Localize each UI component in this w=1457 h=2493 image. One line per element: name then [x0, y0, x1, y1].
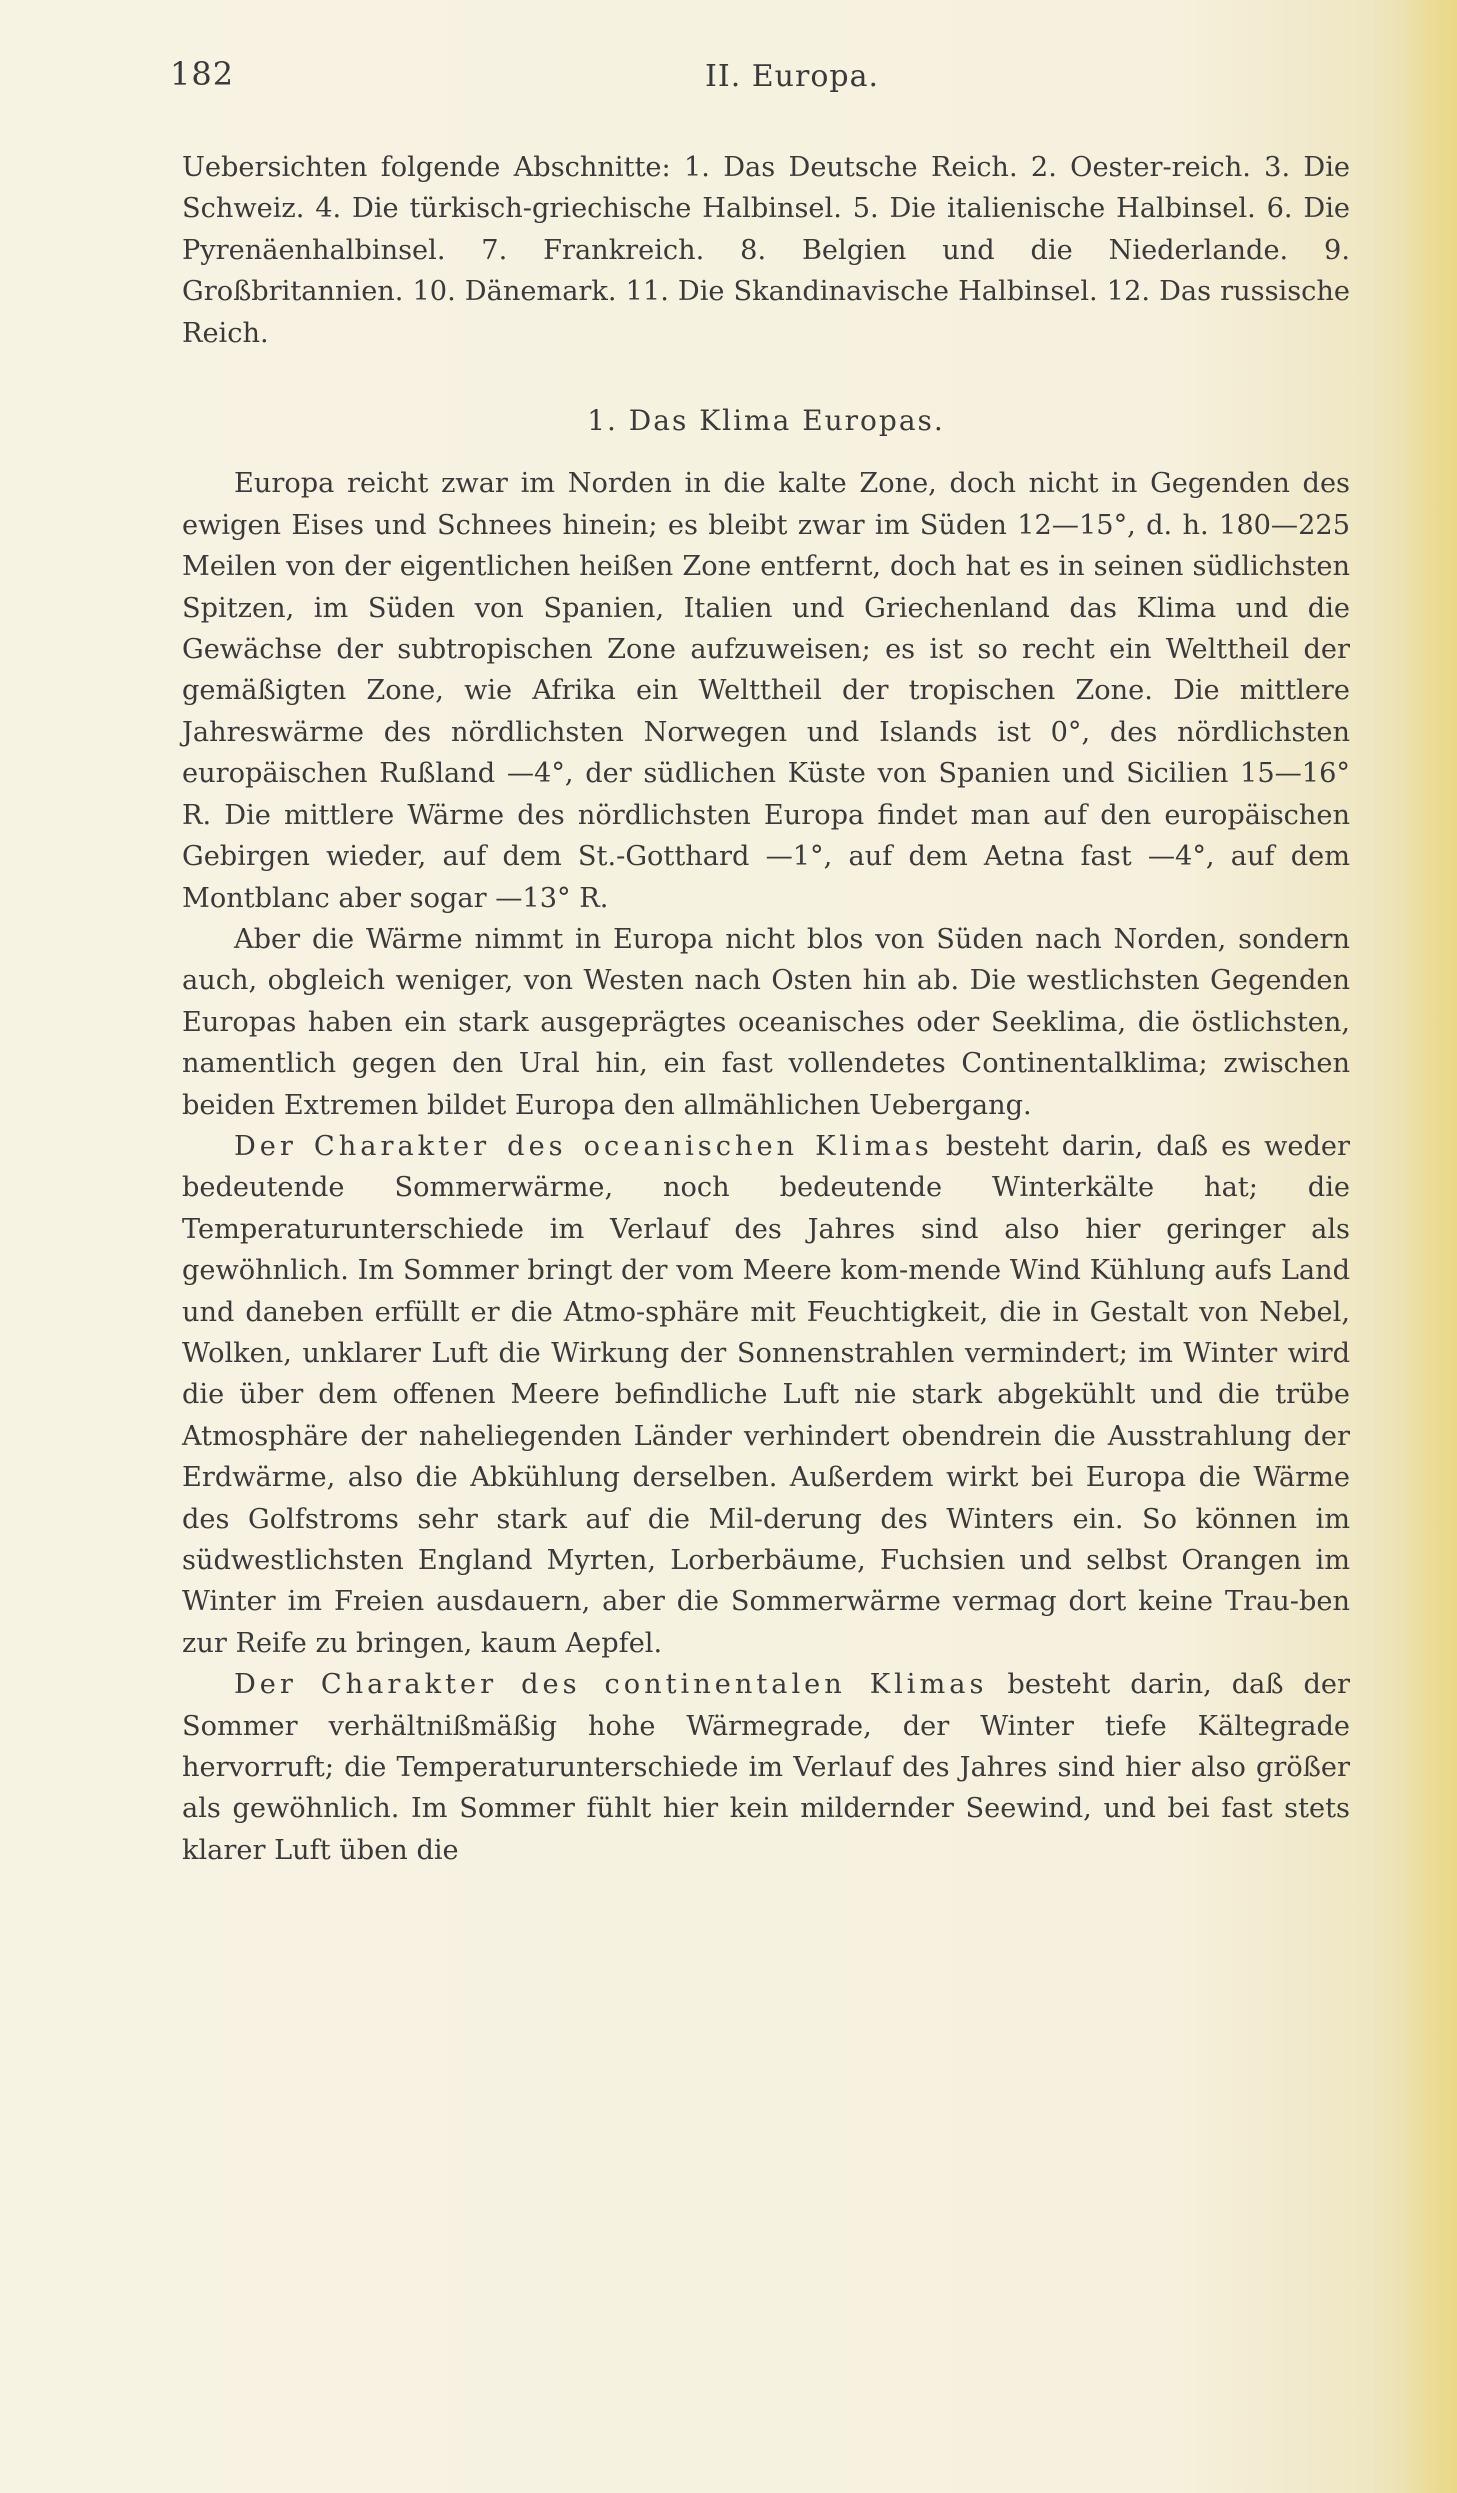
paragraph-4-text: besteht darin, daß der Sommer verhältnißmäßig hohe Wärmegrade, der Winter tiefe Kältegrade hervorruft; die Temperaturunterschiede im Verlauf des Jahres sind hier also größer als gewöhnlich. Im Sommer fühlt hier kein mildernder Seewind, und bei fast stets klarer Luft üben die	[182, 1669, 1350, 1866]
page-header	[170, 55, 1380, 105]
body-text	[182, 147, 1350, 1871]
intro-paragraph: Uebersichten folgende Abschnitte: 1. Das Deutsche Reich. 2. Oester-reich. 3. Die Schweiz. 4. Die türkisch-griechische Halbinsel. 5. Die italienische Halbinsel. 6. Die Pyrenäenhalbinsel. 7. Frankreich. 8. Belgien und die Niederlande. 9. Großbritannien. 10. Dänemark. 11. Die Skandinavische Halbinsel. 12. Das russische Reich.	[182, 152, 1350, 349]
section-heading: 1. Das Klima Europas.	[587, 404, 945, 438]
paragraph-3-text: besteht darin, daß es weder bedeutende Sommerwärme, noch bedeutende Winterkälte hat; die Temperaturunterschiede im Verlauf des Jahres sind also hier geringer als gewöhnlich. Im Sommer bringt der vom Meere kom-mende Wind Kühlung aufs Land und daneben erfüllt er die Atmo-sphäre mit Feuchtigkeit, die in Gestalt von Nebel, Wolken, unklarer Luft die Wirkung der Sonnenstrahlen vermindert; im Winter wird die über dem offenen Meere befindliche Luft nie stark abgekühlt und die trübe Atmosphäre der naheliegenden Länder verhindert obendrein die Ausstrahlung der Erdwärme, also die Abkühlung derselben. Außerdem wirkt bei Europa die Wärme des Golfstroms sehr stark auf die Mil-derung des Winters ein. So können im südwestlichsten England Myrten, Lorberbäume, Fuchsien und selbst Orangen im Winter im Freien ausdauern, aber die Sommerwärme vermag dort keine Trau-ben zur Reife zu bringen, kaum Aepfel.	[182, 1130, 1351, 1659]
paragraph-4	[182, 1664, 1350, 1871]
paragraph-3-lead: Der Charakter des oceanischen Klimas	[234, 1130, 933, 1162]
paragraph-4-lead: Der Charakter des continentalen Klimas	[234, 1669, 988, 1701]
page-edge-stain	[1397, 0, 1457, 2493]
running-head: II. Europa.	[705, 59, 880, 94]
paragraph-2: Aber die Wärme nimmt in Europa nicht blos von Süden nach Norden, sondern auch, obgleich weniger, von Westen nach Osten hin ab. Die westlichsten Gegenden Europas haben ein stark ausgeprägtes oceanisches oder Seeklima, die östlichsten, namentlich gegen den Ural hin, ein fast vollendetes Continentalklima; zwischen beiden Extremen bildet Europa den allmählichen Uebergang.	[182, 923, 1350, 1121]
page-number: 182	[170, 55, 235, 93]
paragraph-1: Europa reicht zwar im Norden in die kalte Zone, doch nicht in Gegenden des ewigen Eises und Schnees hinein; es bleibt zwar im Süden 12—15°, d. h. 180—225 Meilen von der eigentlichen heißen Zone entfernt, doch hat es in seinen südlichsten Spitzen, im Süden von Spanien, Italien und Griechenland das Klima und die Gewächse der subtropischen Zone aufzuweisen; es ist so recht ein Welttheil der gemäßigten Zone, wie Afrika ein Welttheil der tropischen Zone. Die mittlere Jahreswärme des nördlichsten Norwegen und Islands ist 0°, des nördlichsten europäischen Rußland —4°, der südlichen Küste von Spanien und Sicilien 15—16° R. Die mittlere Wärme des nördlichsten Europa findet man auf den europäischen Gebirgen wieder, auf dem St.-Gotthard —1°, auf dem Aetna fast —4°, auf dem Montblanc aber sogar —13° R.	[182, 468, 1350, 914]
paragraph-3	[182, 1126, 1350, 1664]
